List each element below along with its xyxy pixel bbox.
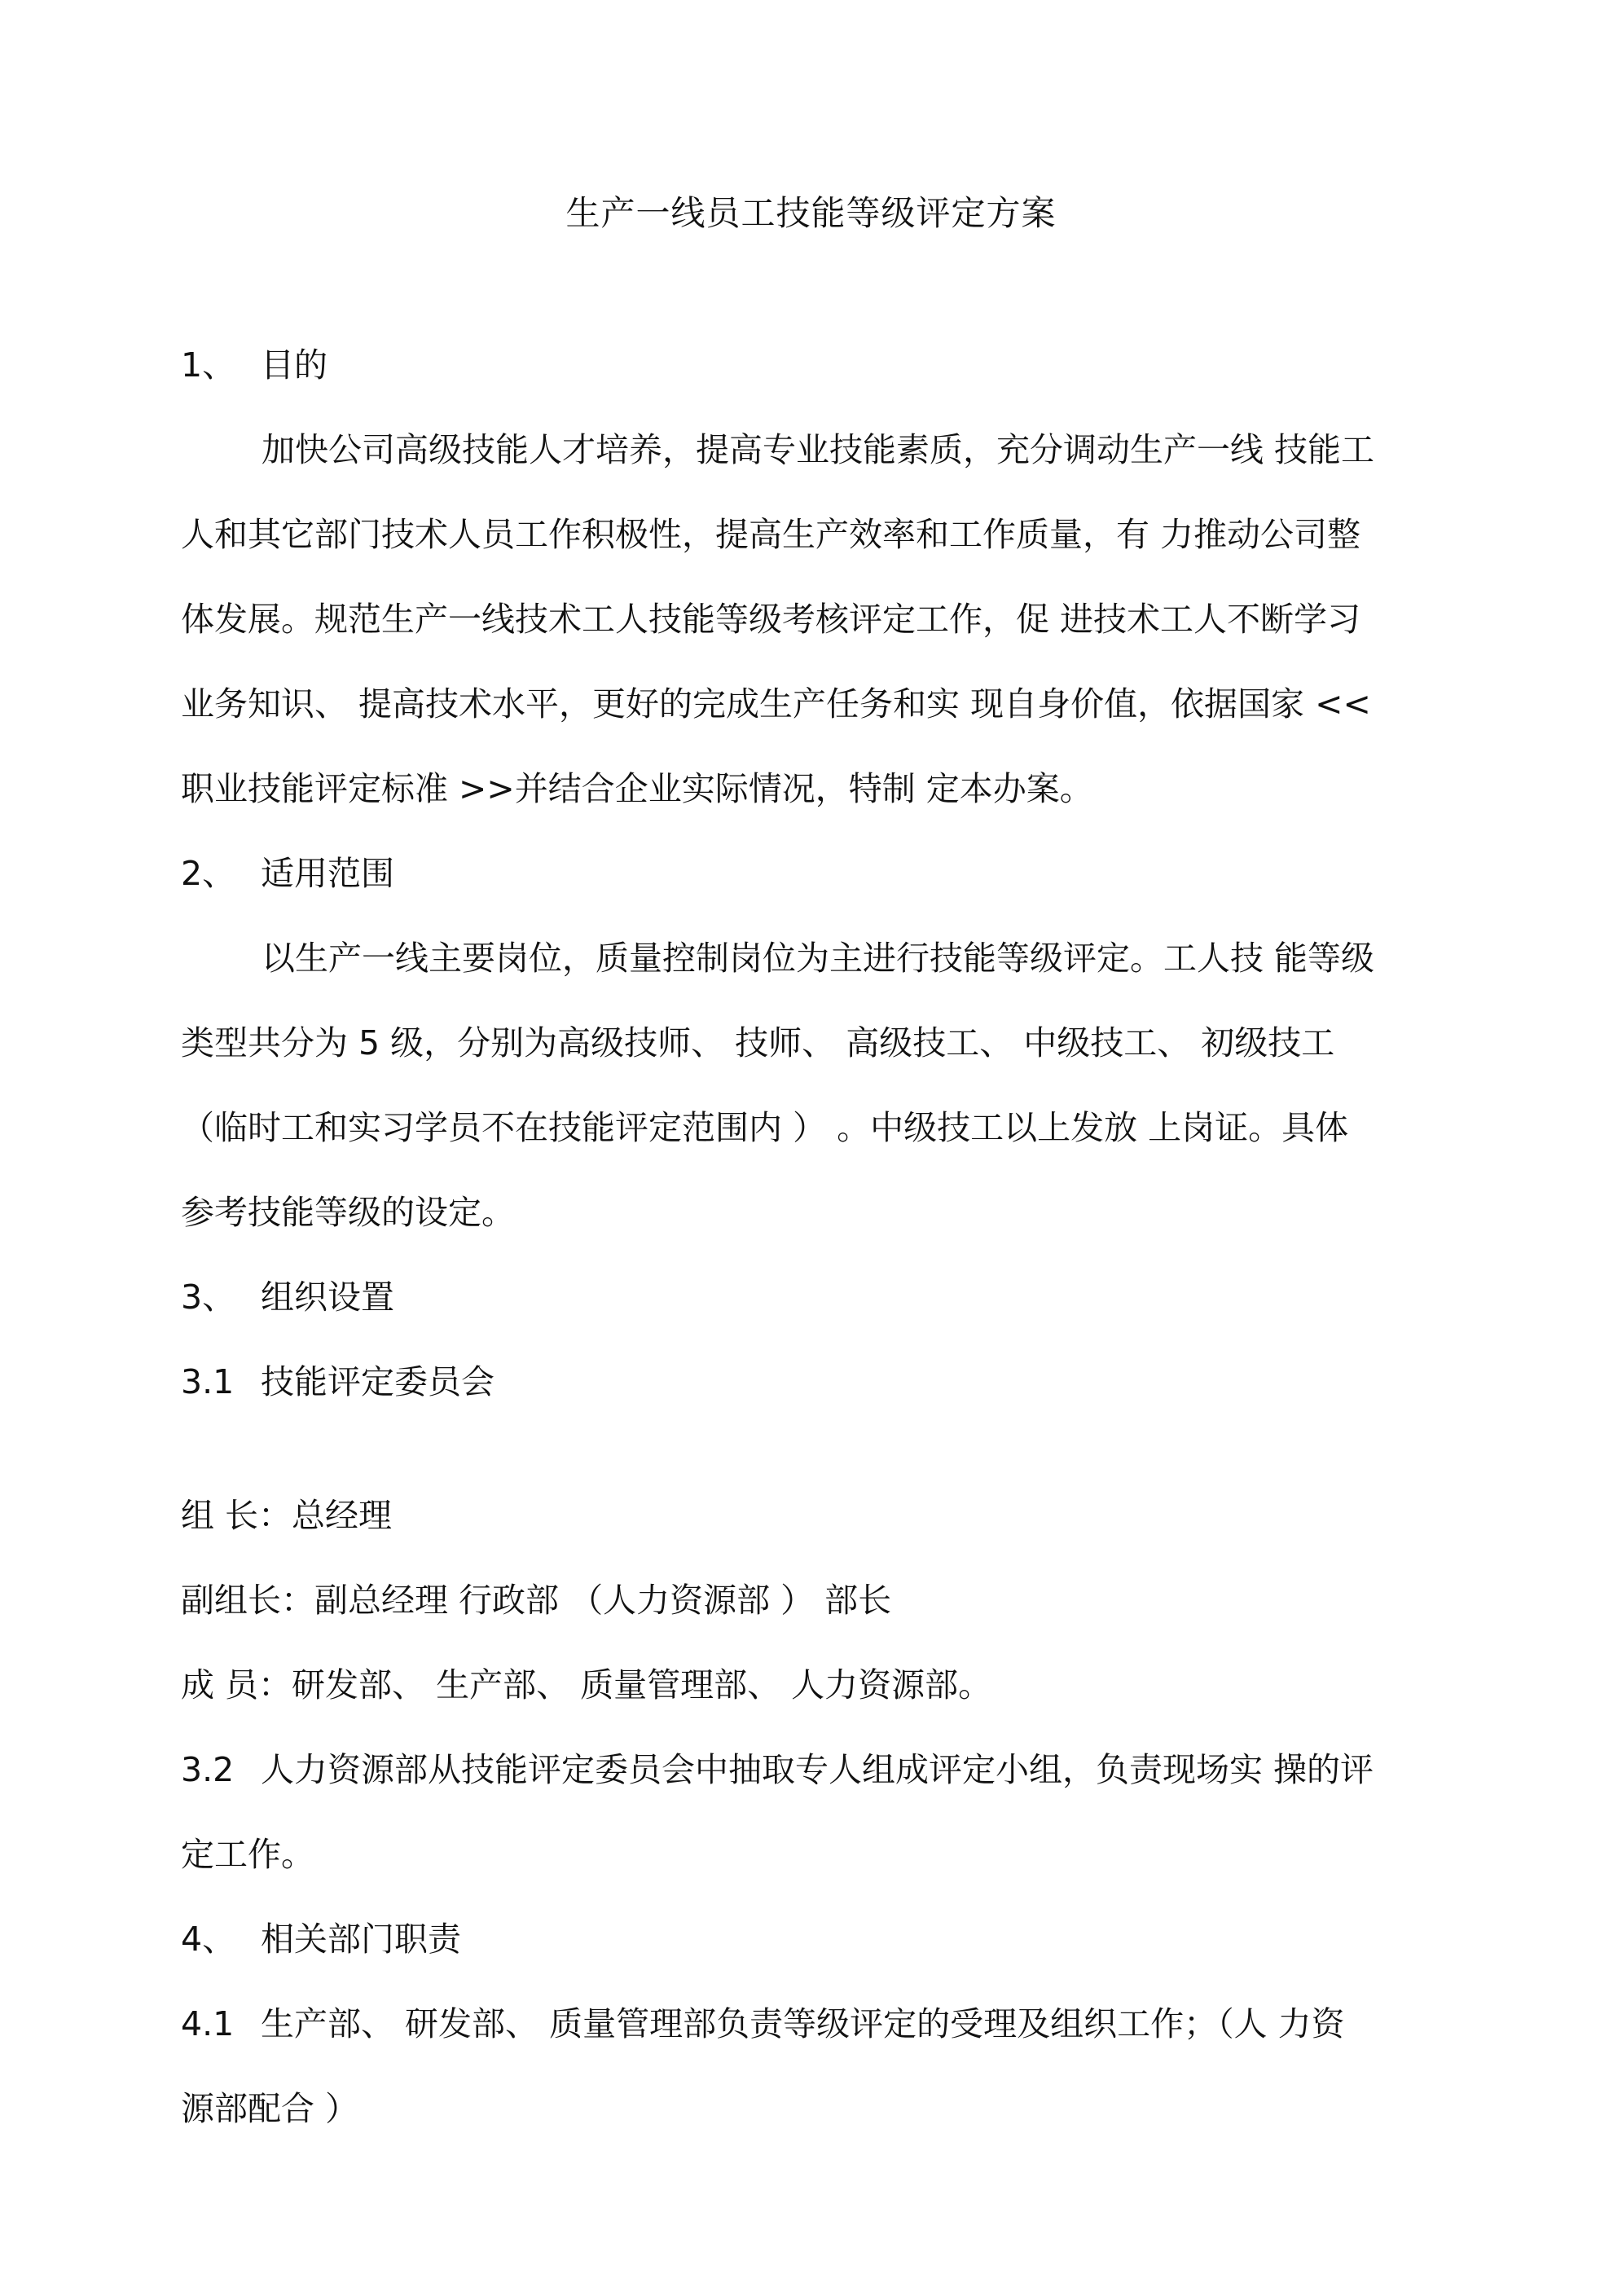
- paragraph-line: （临时工和实习学员不在技能评定范围内 ） 。中级技工以上发放 上岗证。具体: [181, 1108, 1349, 1147]
- section-number: 3.2: [181, 1750, 235, 1789]
- section-heading-1: [181, 341, 327, 389]
- committee-deputy-leader: 副组长：副总经理 行政部 （人力资源部 ） 部长: [181, 1581, 892, 1620]
- paragraph-line: 参考技能等级的设定。: [181, 1193, 515, 1232]
- section-title: 目的: [261, 345, 327, 385]
- paragraph-line: 业务知识、 提高技术水平，更好的完成生产任务和实 现自身价值，依据国家 <<: [181, 684, 1371, 724]
- committee-leader: 组 长：总经理: [181, 1496, 393, 1535]
- section-number: 4、: [181, 1920, 236, 1959]
- paragraph-line: 职业技能评定标准 >>并结合企业实际情况，特制 定本办案。: [181, 769, 1093, 808]
- section-title: 技能评定委员会: [261, 1362, 495, 1401]
- subsection-4-1: [181, 1999, 1345, 2048]
- paragraph-line: 定工作。: [181, 1835, 314, 1874]
- section-heading-3: [181, 1273, 394, 1322]
- paragraph-line: 体发展。规范生产一线技术工人技能等级考核评定工作，促 进技术工人不断学习: [181, 600, 1361, 639]
- section-number: 3、: [181, 1278, 236, 1317]
- section-heading-4: [181, 1915, 461, 1964]
- section-text: 人力资源部从技能评定委员会中抽取专人组成评定小组，负责现场实 操的评: [261, 1750, 1374, 1789]
- section-title: 组织设置: [261, 1278, 394, 1317]
- paragraph-line: 加快公司高级技能人才培养，提高专业技能素质，充分调动生产一线 技能工: [262, 430, 1375, 469]
- section-number: 3.1: [181, 1362, 235, 1401]
- paragraph-line: 源部配合 ）: [181, 2089, 359, 2128]
- paragraph-line: 人和其它部门技术人员工作积极性，提高生产效率和工作质量，有 力推动公司整: [181, 515, 1361, 554]
- section-number: 4.1: [181, 2004, 235, 2043]
- document-title: 生产一线员工技能等级评定方案: [565, 193, 1057, 233]
- section-heading-2: [181, 849, 394, 898]
- section-text: 生产部、 研发部、 质量管理部负责等级评定的受理及组织工作；（人 力资: [261, 2004, 1345, 2043]
- paragraph-line: 类型共分为 5 级，分别为高级技师、 技师、 高级技工、 中级技工、 初级技工: [181, 1023, 1335, 1062]
- paragraph-line: 以生产一线主要岗位，质量控制岗位为主进行技能等级评定。工人技 能等级: [262, 939, 1375, 978]
- subsection-3-2: [181, 1745, 1374, 1794]
- section-number: 2、: [181, 854, 236, 893]
- subsection-heading-3-1: [181, 1357, 495, 1406]
- section-title: 相关部门职责: [261, 1920, 461, 1959]
- section-number: 1、: [181, 345, 236, 385]
- section-title: 适用范围: [261, 854, 394, 893]
- committee-members: 成 员：研发部、 生产部、 质量管理部、 人力资源部。: [181, 1665, 992, 1704]
